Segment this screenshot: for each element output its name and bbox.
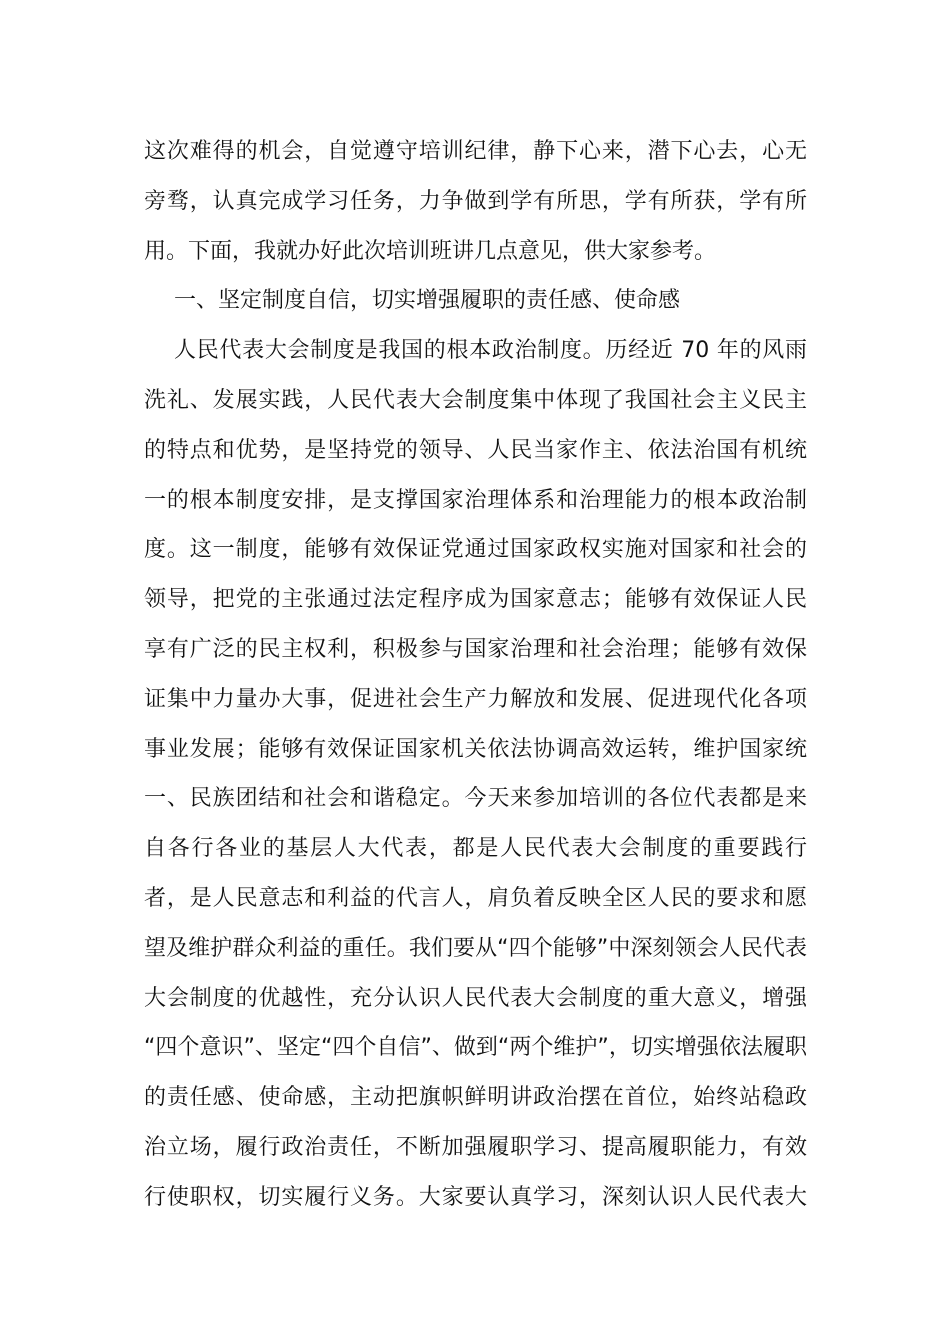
text-line-17: 望及维护群众利益的重任。我们要从“四个能够”中深刻领会人民代表 <box>144 935 807 961</box>
text-line-6: 洗礼、发展实践，人民代表大会制度集中体现了我国社会主义民主 <box>144 387 807 413</box>
text-line-3: 用。下面，我就办好此次培训班讲几点意见，供大家参考。 <box>144 238 717 264</box>
section-heading-1: 一、坚定制度自信，切实增强履职的责任感、使命感 <box>174 288 681 314</box>
text-line-15: 自各行各业的基层人大代表，都是人民代表大会制度的重要践行 <box>144 836 807 862</box>
text-line-14: 一、民族团结和社会和谐稳定。今天来参加培训的各位代表都是来 <box>144 786 807 812</box>
text-line-18: 大会制度的优越性，充分认识人民代表大会制度的重大意义，增强 <box>144 985 807 1011</box>
text-line-13: 事业发展；能够有效保证国家机关依法协调高效运转，维护国家统 <box>144 736 807 762</box>
text-line-16: 者，是人民意志和利益的代言人，肩负着反映全区人民的要求和愿 <box>144 885 807 911</box>
text-line-19: “四个意识”、坚定“四个自信”、做到“两个维护”，切实增强依法履职 <box>144 1035 807 1061</box>
text-line-2: 旁骛，认真完成学习任务，力争做到学有所思，学有所获，学有所 <box>144 188 807 214</box>
body-text <box>144 127 807 1223</box>
text-line-11: 享有广泛的民主权利，积极参与国家治理和社会治理；能够有效保 <box>144 636 807 662</box>
text-line-8: 一的根本制度安排，是支撑国家治理体系和治理能力的根本政治制 <box>144 487 807 513</box>
text-line-12: 证集中力量办大事，促进社会生产力解放和发展、促进现代化各项 <box>144 686 807 712</box>
text-line-1: 这次难得的机会，自觉遵守培训纪律，静下心来，潜下心去，心无 <box>144 139 807 164</box>
text-line-10: 领导，把党的主张通过法定程序成为国家意志；能够有效保证人民 <box>144 587 807 613</box>
text-line-22: 行使职权，切实履行义务。大家要认真学习，深刻认识人民代表大 <box>144 1184 807 1210</box>
text-line-5: 人民代表大会制度是我国的根本政治制度。历经近 70 年的风雨 <box>174 338 807 364</box>
text-line-21: 治立场，履行政治责任，不断加强履职学习、提高履职能力，有效 <box>144 1134 807 1160</box>
text-line-20: 的责任感、使命感，主动把旗帜鲜明讲政治摆在首位，始终站稳政 <box>144 1085 807 1111</box>
text-line-9: 度。这一制度，能够有效保证党通过国家政权实施对国家和社会的 <box>144 537 807 563</box>
text-line-7: 的特点和优势，是坚持党的领导、人民当家作主、依法治国有机统 <box>144 437 807 463</box>
